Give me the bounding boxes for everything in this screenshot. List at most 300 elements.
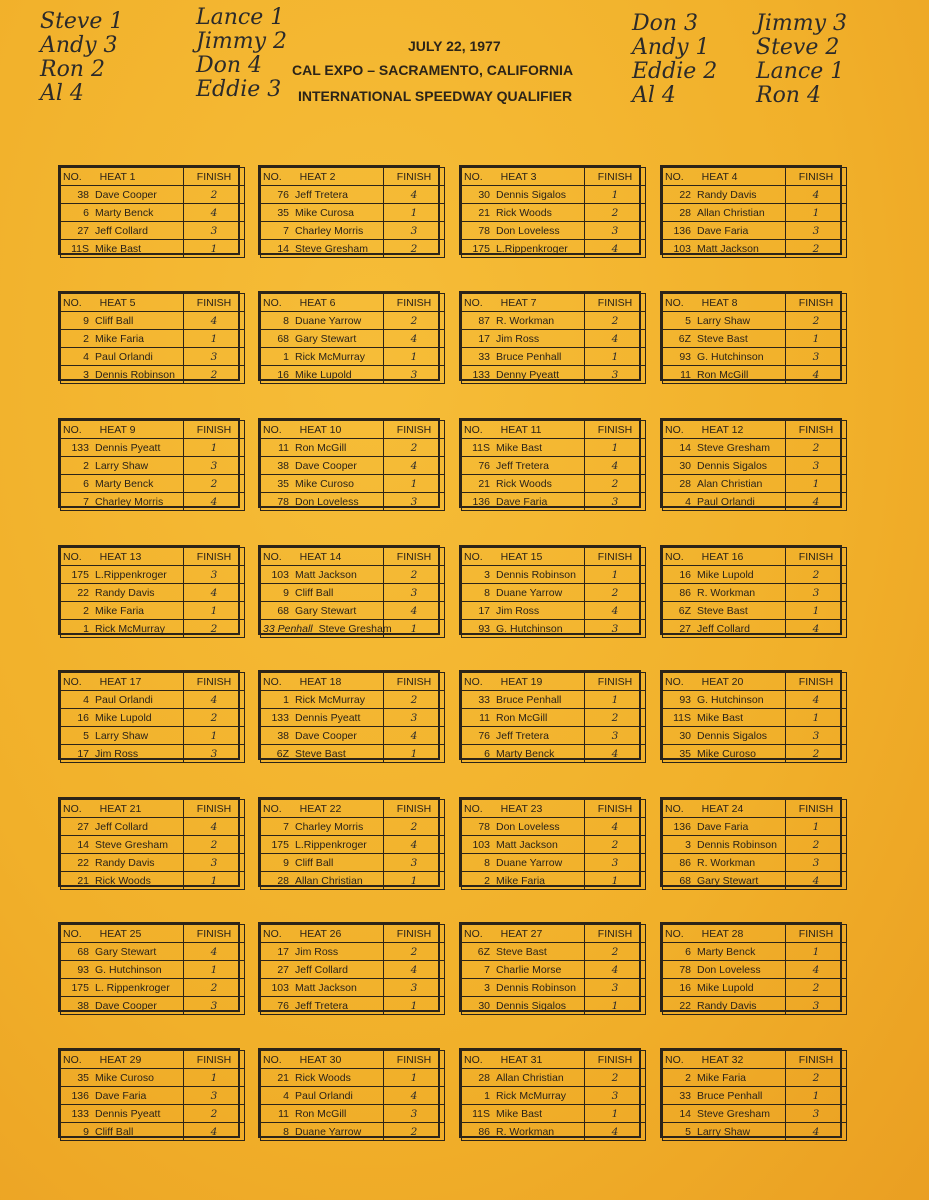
col-no-label: NO.	[665, 423, 684, 436]
heat-header-row	[61, 548, 245, 566]
rider-cell	[61, 1069, 184, 1087]
handwritten-note-left-b: Lance 1 Jimmy 2 Don 4 Eddie 3	[196, 5, 287, 102]
rider-row	[462, 222, 646, 240]
rider-name: Paul Orlandi	[295, 1089, 353, 1102]
rider-name: Larry Shaw	[95, 459, 149, 472]
heat-table	[58, 545, 240, 635]
rider-row	[61, 1069, 245, 1087]
rider-row	[61, 204, 245, 222]
col-finish-label: FINISH	[384, 548, 445, 566]
rider-row	[462, 836, 646, 854]
col-finish-label: FINISH	[585, 1051, 646, 1069]
rider-cell	[61, 620, 184, 638]
heat-header-row	[61, 1051, 245, 1069]
rider-number: 78	[277, 495, 289, 508]
heat-grid	[662, 167, 847, 258]
rider-row	[261, 240, 445, 258]
rider-cell	[663, 745, 786, 763]
rider-number: 7	[283, 820, 289, 833]
col-finish-label: FINISH	[786, 800, 847, 818]
heat-table	[258, 291, 440, 381]
rider-cell	[61, 330, 184, 348]
col-finish-label: FINISH	[786, 548, 847, 566]
finish-position: 3	[384, 709, 445, 727]
col-finish-label: FINISH	[384, 800, 445, 818]
rider-row	[261, 691, 445, 709]
rider-name: Steve Gresham	[295, 242, 368, 255]
rider-number: 8	[484, 586, 490, 599]
finish-position: 2	[585, 709, 646, 727]
rider-name: Duane Yarrow	[295, 1125, 362, 1138]
rider-name: Larry Shaw	[95, 729, 149, 742]
rider-row	[663, 979, 847, 997]
rider-name: Charlie Morse	[496, 963, 562, 976]
heat-title-cell	[261, 294, 384, 312]
heat-grid	[662, 1050, 847, 1141]
rider-name: L.Rippenkroger	[95, 568, 167, 581]
heat-title: HEAT 9	[99, 423, 136, 436]
col-finish-label: FINISH	[184, 168, 245, 186]
rider-cell	[61, 709, 184, 727]
rider-row	[663, 836, 847, 854]
rider-number: 4	[283, 1089, 289, 1102]
heat-table	[58, 670, 240, 760]
rider-number: 8	[484, 856, 490, 869]
rider-row	[61, 186, 245, 204]
rider-name: Ron McGill	[697, 368, 749, 381]
rider-row	[462, 204, 646, 222]
col-no-label: NO.	[464, 675, 483, 688]
rider-row	[462, 439, 646, 457]
rider-name: Dave Faria	[697, 224, 749, 237]
rider-name: Mike Curosa	[295, 206, 354, 219]
rider-number: 2	[83, 332, 89, 345]
rider-number: 30	[478, 999, 490, 1012]
rider-name: Mike Bast	[496, 441, 543, 454]
heat-title: HEAT 3	[500, 170, 537, 183]
rider-row	[261, 745, 445, 763]
rider-row	[663, 366, 847, 384]
finish-position: 3	[184, 457, 245, 475]
rider-row	[663, 943, 847, 961]
finish-position: 3	[585, 979, 646, 997]
rider-number: 22	[679, 188, 691, 201]
rider-row	[663, 997, 847, 1015]
rider-name: Steve Gresham	[697, 1107, 770, 1120]
rider-row	[261, 312, 445, 330]
heat-table	[459, 291, 641, 381]
rider-number: 17	[277, 945, 289, 958]
heat-table	[459, 797, 641, 887]
rider-row	[61, 979, 245, 997]
rider-name: Dennis Robinson	[496, 981, 576, 994]
heat-grid	[60, 672, 245, 763]
rider-number: 7	[83, 495, 89, 508]
rider-row	[61, 348, 245, 366]
rider-name: Ron McGill	[295, 1107, 347, 1120]
finish-position: 4	[184, 691, 245, 709]
col-no-label: NO.	[263, 296, 282, 309]
rider-name: Mike Curoso	[295, 477, 354, 490]
finish-position: 3	[786, 457, 847, 475]
heat-header-row	[462, 294, 646, 312]
rider-number: 6	[83, 206, 89, 219]
rider-cell	[261, 204, 384, 222]
finish-position: 4	[585, 330, 646, 348]
heat-title: HEAT 24	[701, 802, 744, 815]
col-no-label: NO.	[464, 423, 483, 436]
heat-grid	[260, 167, 445, 258]
finish-position: 2	[384, 566, 445, 584]
rider-name: Don Loveless	[496, 224, 560, 237]
rider-name: Rick Woods	[95, 874, 151, 887]
rider-number: 3	[685, 838, 691, 851]
heat-grid	[461, 799, 646, 890]
rider-cell	[61, 818, 184, 836]
rider-name: G. Hutchinson	[697, 350, 764, 363]
rider-name: Marty Benck	[95, 206, 154, 219]
rider-name: Mike Lupold	[295, 368, 352, 381]
finish-position: 2	[384, 818, 445, 836]
finish-position: 3	[585, 620, 646, 638]
rider-number: 175	[271, 838, 289, 851]
rider-cell	[462, 727, 585, 745]
rider-number: 9	[83, 314, 89, 327]
rider-cell	[462, 204, 585, 222]
heat-table	[660, 165, 842, 255]
rider-name: Jim Ross	[496, 332, 540, 345]
rider-row	[261, 836, 445, 854]
rider-cell	[261, 222, 384, 240]
col-finish-label: FINISH	[384, 168, 445, 186]
heat-grid	[461, 1050, 646, 1141]
rider-number: 133	[71, 441, 89, 454]
rider-number: 33	[478, 350, 490, 363]
rider-row	[261, 961, 445, 979]
rider-number: 16	[679, 568, 691, 581]
heat-title-cell	[261, 800, 384, 818]
heat-table	[459, 165, 641, 255]
rider-cell	[663, 709, 786, 727]
rider-cell	[61, 475, 184, 493]
rider-row	[663, 691, 847, 709]
rider-cell	[462, 240, 585, 258]
rider-cell	[462, 493, 585, 511]
rider-row	[663, 348, 847, 366]
finish-position: 4	[184, 312, 245, 330]
finish-position: 3	[786, 854, 847, 872]
rider-name: Matt Jackson	[697, 242, 759, 255]
rider-number: 3	[83, 368, 89, 381]
heat-table	[459, 545, 641, 635]
rider-name: Mike Lupold	[697, 568, 754, 581]
rider-name: Denny Pyeatt	[496, 368, 560, 381]
rider-name: Mike Faria	[95, 604, 145, 617]
rider-name: Steve Bast	[295, 747, 346, 760]
rider-number: 175	[71, 568, 89, 581]
rider-cell	[663, 997, 786, 1015]
rider-cell	[663, 475, 786, 493]
rider-cell	[663, 366, 786, 384]
rider-name: Mike Faria	[95, 332, 145, 345]
finish-position: 1	[786, 1087, 847, 1105]
rider-cell	[261, 602, 384, 620]
col-no-label: NO.	[665, 296, 684, 309]
rider-cell	[663, 872, 786, 890]
col-no-label: NO.	[63, 550, 82, 563]
finish-position: 3	[184, 745, 245, 763]
heat-title: HEAT 7	[500, 296, 537, 309]
rider-cell	[462, 222, 585, 240]
rider-cell	[61, 439, 184, 457]
rider-row	[663, 186, 847, 204]
finish-position: 3	[786, 1105, 847, 1123]
rider-name: Charley Morris	[95, 495, 164, 508]
rider-name: Cliff Ball	[95, 314, 134, 327]
finish-position: 4	[786, 1123, 847, 1141]
rider-cell	[462, 312, 585, 330]
rider-cell	[462, 818, 585, 836]
rider-number: 27	[679, 622, 691, 635]
rider-cell	[663, 727, 786, 745]
heat-title-cell	[462, 925, 585, 943]
heat-title: HEAT 22	[299, 802, 342, 815]
rider-name: Dennis Sigalos	[496, 999, 567, 1012]
rider-number: 4	[83, 350, 89, 363]
rider-number: 7	[283, 224, 289, 237]
col-no-label: NO.	[263, 550, 282, 563]
rider-cell	[61, 240, 184, 258]
finish-position: 1	[585, 1105, 646, 1123]
col-finish-label: FINISH	[384, 925, 445, 943]
rider-row	[462, 997, 646, 1015]
rider-cell	[61, 222, 184, 240]
heat-title-cell	[61, 800, 184, 818]
rider-cell	[261, 961, 384, 979]
heat-table	[258, 670, 440, 760]
heat-grid	[662, 924, 847, 1015]
rider-row	[663, 602, 847, 620]
rider-number: 136	[71, 1089, 89, 1102]
heat-header-row	[663, 1051, 847, 1069]
rider-row	[663, 566, 847, 584]
rider-cell	[261, 1087, 384, 1105]
heat-grid	[461, 420, 646, 511]
rider-number: 21	[478, 206, 490, 219]
rider-cell	[462, 475, 585, 493]
finish-position: 2	[585, 1069, 646, 1087]
finish-position: 1	[384, 620, 445, 638]
heat-title: HEAT 26	[299, 927, 342, 940]
rider-cell	[261, 872, 384, 890]
rider-name: Jim Ross	[295, 945, 339, 958]
finish-position: 2	[384, 240, 445, 258]
rider-cell	[261, 727, 384, 745]
rider-number: 38	[277, 459, 289, 472]
rider-cell	[663, 457, 786, 475]
rider-row	[61, 330, 245, 348]
finish-position: 2	[184, 836, 245, 854]
rider-row	[61, 997, 245, 1015]
rider-number: 76	[478, 729, 490, 742]
rider-cell	[61, 566, 184, 584]
rider-number: 93	[679, 693, 691, 706]
heat-grid	[60, 924, 245, 1015]
rider-name: Charley Morris	[295, 224, 364, 237]
rider-cell	[261, 457, 384, 475]
rider-cell	[663, 439, 786, 457]
heat-grid	[60, 420, 245, 511]
heat-title-cell	[462, 168, 585, 186]
col-finish-label: FINISH	[184, 421, 245, 439]
rider-row	[261, 1105, 445, 1123]
rider-name: Paul Orlandi	[95, 693, 153, 706]
rider-cell	[61, 457, 184, 475]
finish-position: 3	[184, 566, 245, 584]
rider-row	[261, 872, 445, 890]
rider-row	[663, 457, 847, 475]
heat-table	[258, 922, 440, 1012]
rider-cell	[261, 186, 384, 204]
finish-position: 3	[384, 366, 445, 384]
rider-row	[462, 602, 646, 620]
rider-name: Matt Jackson	[295, 568, 357, 581]
heat-table	[258, 1048, 440, 1138]
finish-position: 3	[786, 584, 847, 602]
rider-number: 21	[478, 477, 490, 490]
heat-header-row	[663, 673, 847, 691]
finish-position: 4	[184, 1123, 245, 1141]
rider-name: Jeff Tretera	[295, 188, 348, 201]
rider-number: 35	[679, 747, 691, 760]
finish-position: 3	[384, 854, 445, 872]
finish-position: 1	[585, 566, 646, 584]
finish-position: 4	[384, 186, 445, 204]
finish-position: 2	[585, 312, 646, 330]
col-finish-label: FINISH	[585, 925, 646, 943]
heat-title: HEAT 18	[299, 675, 342, 688]
rider-name: Steve Bast	[496, 945, 547, 958]
rider-cell	[61, 584, 184, 602]
rider-row	[462, 366, 646, 384]
rider-name: Cliff Ball	[295, 586, 334, 599]
rider-row	[663, 872, 847, 890]
rider-cell	[663, 602, 786, 620]
rider-cell	[61, 854, 184, 872]
rider-name: Dennis Pyeatt	[95, 441, 161, 454]
finish-position: 1	[786, 818, 847, 836]
finish-position: 3	[585, 222, 646, 240]
rider-name: Mike Bast	[496, 1107, 543, 1120]
heat-header-row	[61, 294, 245, 312]
heat-title-cell	[663, 548, 786, 566]
rider-number: 6Z	[678, 332, 691, 345]
rider-number: 1	[484, 1089, 490, 1102]
heat-grid	[260, 924, 445, 1015]
rider-row	[462, 330, 646, 348]
rider-cell	[663, 836, 786, 854]
heat-title-cell	[663, 294, 786, 312]
rider-number: 33 Penhall	[263, 622, 313, 635]
rider-cell	[61, 961, 184, 979]
finish-position: 4	[384, 457, 445, 475]
finish-position: 3	[786, 348, 847, 366]
col-finish-label: FINISH	[585, 168, 646, 186]
heat-title-cell	[61, 168, 184, 186]
rider-number: 133	[271, 711, 289, 724]
rider-number: 22	[679, 999, 691, 1012]
rider-cell	[61, 493, 184, 511]
heat-grid	[60, 1050, 245, 1141]
rider-number: 28	[679, 477, 691, 490]
rider-row	[261, 330, 445, 348]
heat-title-cell	[261, 421, 384, 439]
heat-table	[258, 418, 440, 508]
rider-number: 30	[478, 188, 490, 201]
rider-name: Jim Ross	[95, 747, 139, 760]
rider-row	[261, 439, 445, 457]
finish-position: 2	[786, 836, 847, 854]
heat-grid	[461, 293, 646, 384]
rider-name: Marty Benck	[697, 945, 756, 958]
rider-row	[261, 602, 445, 620]
finish-position: 1	[184, 240, 245, 258]
rider-row	[61, 854, 245, 872]
rider-cell	[462, 961, 585, 979]
heat-header-row	[61, 421, 245, 439]
heat-table	[258, 797, 440, 887]
rider-name: Randy Davis	[95, 856, 155, 869]
heat-title: HEAT 2	[299, 170, 336, 183]
rider-name: G. Hutchinson	[496, 622, 563, 635]
finish-position: 4	[184, 818, 245, 836]
rider-row	[462, 854, 646, 872]
rider-number: 86	[679, 586, 691, 599]
rider-name: Bruce Penhall	[697, 1089, 763, 1102]
rider-name: Steve Gresham	[697, 441, 770, 454]
rider-name: Rick McMurray	[295, 693, 365, 706]
rider-row	[663, 584, 847, 602]
heat-header-row	[261, 548, 445, 566]
heat-header-row	[663, 800, 847, 818]
rider-name: Rick Woods	[496, 206, 552, 219]
col-no-label: NO.	[263, 170, 282, 183]
finish-position: 1	[786, 475, 847, 493]
rider-cell	[61, 997, 184, 1015]
rider-name: Jeff Collard	[95, 224, 148, 237]
rider-row	[261, 1123, 445, 1141]
rider-cell	[663, 979, 786, 997]
rider-row	[261, 493, 445, 511]
rider-name: Paul Orlandi	[95, 350, 153, 363]
rider-row	[462, 691, 646, 709]
col-no-label: NO.	[665, 550, 684, 563]
rider-name: Dave Cooper	[295, 729, 357, 742]
rider-cell	[462, 602, 585, 620]
finish-position: 4	[585, 457, 646, 475]
finish-position: 1	[585, 997, 646, 1015]
rider-row	[261, 943, 445, 961]
rider-cell	[663, 1087, 786, 1105]
heat-grid	[60, 167, 245, 258]
rider-number: 38	[77, 188, 89, 201]
rider-number: 68	[77, 945, 89, 958]
heat-grid	[461, 924, 646, 1015]
rider-name: Rick McMurray	[295, 350, 365, 363]
rider-number: 6	[685, 945, 691, 958]
heat-header-row	[663, 548, 847, 566]
heat-table	[258, 165, 440, 255]
